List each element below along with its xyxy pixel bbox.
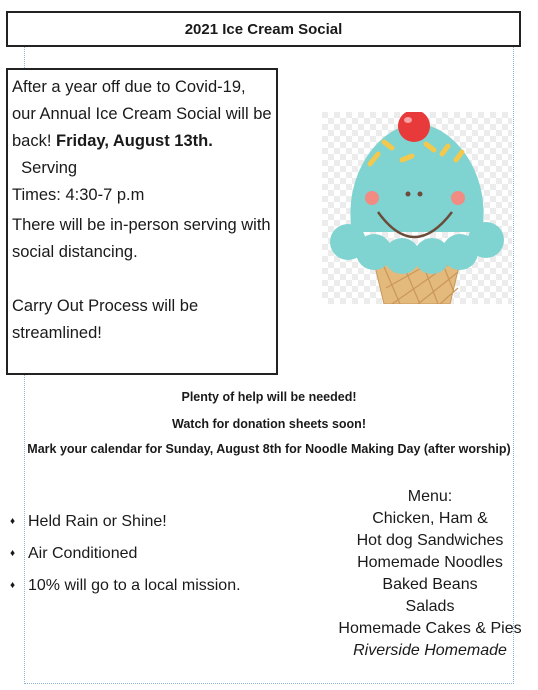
list-item xyxy=(10,538,241,570)
menu-item: Hot dog Sandwiches xyxy=(356,532,504,549)
info-line-1: After a year off due to Covid-19, xyxy=(12,78,246,96)
info-line-3-text: back! xyxy=(12,132,57,150)
page-title: 2021 Ice Cream Social xyxy=(184,20,343,38)
diamond-bullet-icon: ♦ xyxy=(10,580,16,591)
list-item xyxy=(10,570,241,602)
menu-item: Homemade Cakes & Pies xyxy=(338,620,522,637)
menu-footer: Riverside Homemade xyxy=(353,642,507,659)
ice-cream-cone-image xyxy=(322,112,512,304)
info-line-3-tail: Serving xyxy=(12,159,78,177)
menu-item: Salads xyxy=(405,598,455,615)
feature-list xyxy=(10,506,241,602)
title-box xyxy=(6,11,521,47)
event-date: Friday, August 13th. xyxy=(56,132,213,150)
diamond-bullet-icon: ♦ xyxy=(10,516,16,527)
in-person-line-1: There will be in-person serving with xyxy=(12,216,271,234)
announcement-help: Plenty of help will be needed! xyxy=(181,390,357,404)
info-line-3 xyxy=(12,128,272,182)
announcement-noodle-day: Mark your calendar for Sunday, August 8th for Noodle Making Day (after worship) xyxy=(27,442,511,456)
list-item xyxy=(10,506,241,538)
menu-item: Baked Beans xyxy=(382,576,478,593)
info-box xyxy=(6,68,278,375)
bullet-text: Held Rain or Shine! xyxy=(28,513,167,530)
info-line-2: our Annual Ice Cream Social will be xyxy=(12,105,272,123)
serving-times: Times: 4:30-7 p.m xyxy=(12,186,145,204)
carry-out-line-2: streamlined! xyxy=(12,324,102,342)
diamond-bullet-icon: ♦ xyxy=(10,548,16,559)
carry-out-line-1: Carry Out Process will be xyxy=(12,297,199,315)
announcement-donation: Watch for donation sheets soon! xyxy=(172,417,366,431)
menu-heading: Menu: xyxy=(407,488,453,505)
menu-item: Homemade Noodles xyxy=(357,554,503,571)
bullet-text: 10% will go to a local mission. xyxy=(28,577,241,594)
in-person-line-2: social distancing. xyxy=(12,243,138,261)
menu-block xyxy=(330,486,530,662)
bullet-text: Air Conditioned xyxy=(28,545,138,562)
menu-item: Chicken, Ham & xyxy=(372,510,488,527)
